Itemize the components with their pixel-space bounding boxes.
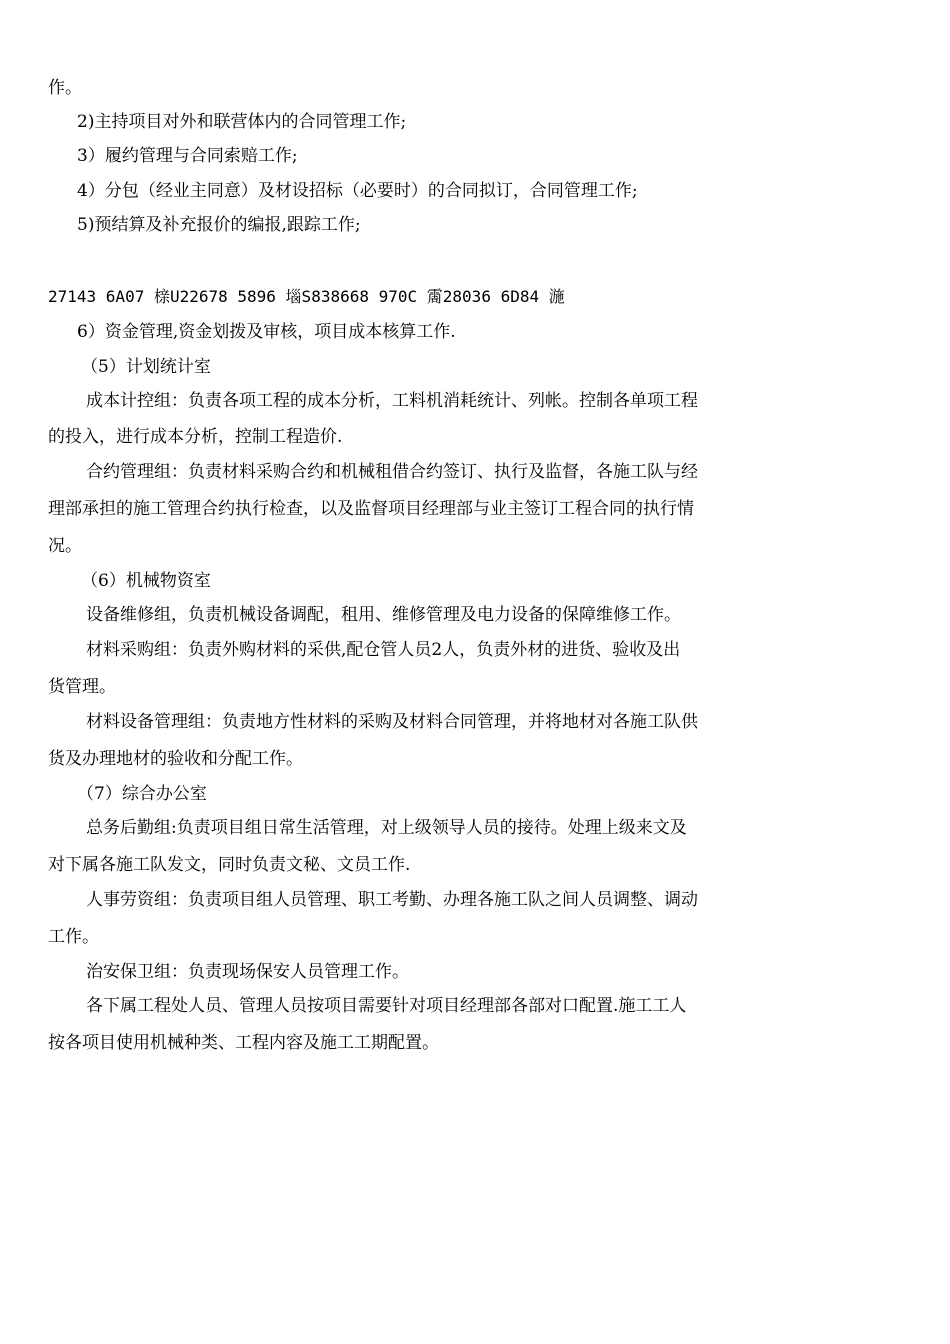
paragraph-line: 设备维修组，负责机械设备调配，租用、维修管理及电力设备的保障维修工作。 [86,605,681,625]
section-heading: （6）机械物资室 [81,571,211,591]
paragraph-line: 货管理。 [48,677,116,697]
paragraph-line: 成本计控组：负责各项工程的成本分析，工料机消耗统计、列帐。控制各单项工程 [86,391,698,411]
text-line: 作。 [48,78,82,98]
list-item: 3）履约管理与合同索赔工作; [77,146,298,166]
paragraph-line: 总务后勤组:负责项目组日常生活管理，对上级领导人员的接待。处理上级来文及 [86,818,687,838]
paragraph-line: 合约管理组：负责材料采购合约和机械租借合约签订、执行及监督，各施工队与经 [86,462,698,482]
paragraph-line: 理部承担的施工管理合约执行检查，以及监督项目经理部与业主签订工程合同的执行情 [48,499,694,519]
paragraph-line: 人事劳资组：负责项目组人员管理、职工考勤、办理各施工队之间人员调整、调动 [86,890,698,910]
code-line: 27143 6A07 榇U22678 5896 堖S838668 970C 霌28036 6D84 湤 [48,287,565,306]
paragraph-line: 按各项目使用机械种类、工程内容及施工工期配置。 [48,1033,439,1053]
paragraph-line: 材料设备管理组：负责地方性材料的采购及材料合同管理，并将地材对各施工队供 [86,712,698,732]
list-item: 2)主持项目对外和联营体内的合同管理工作; [77,112,407,132]
section-heading: （7）综合办公室 [77,784,207,804]
paragraph-line: 货及办理地材的验收和分配工作。 [48,749,303,769]
paragraph-line: 对下属各施工队发文，同时负责文秘、文员工作. [48,855,411,875]
paragraph-line: 材料采购组：负责外购材料的采供,配仓管人员2人，负责外材的进货、验收及出 [86,640,681,660]
paragraph-line: 的投入，进行成本分析，控制工程造价. [48,427,343,447]
list-item: 5)预结算及补充报价的编报,跟踪工作; [77,215,361,235]
paragraph-line: 各下属工程处人员、管理人员按项目需要针对项目经理部各部对口配置.施工工人 [86,996,687,1016]
paragraph-line: 治安保卫组：负责现场保安人员管理工作。 [86,962,409,982]
list-item: 4）分包（经业主同意）及材设招标（必要时）的合同拟订，合同管理工作; [77,181,638,201]
section-heading: （5）计划统计室 [81,357,211,377]
list-item: 6）资金管理,资金划拨及审核，项目成本核算工作. [77,322,456,342]
paragraph-line: 况。 [48,536,82,556]
paragraph-line: 工作。 [48,927,99,947]
